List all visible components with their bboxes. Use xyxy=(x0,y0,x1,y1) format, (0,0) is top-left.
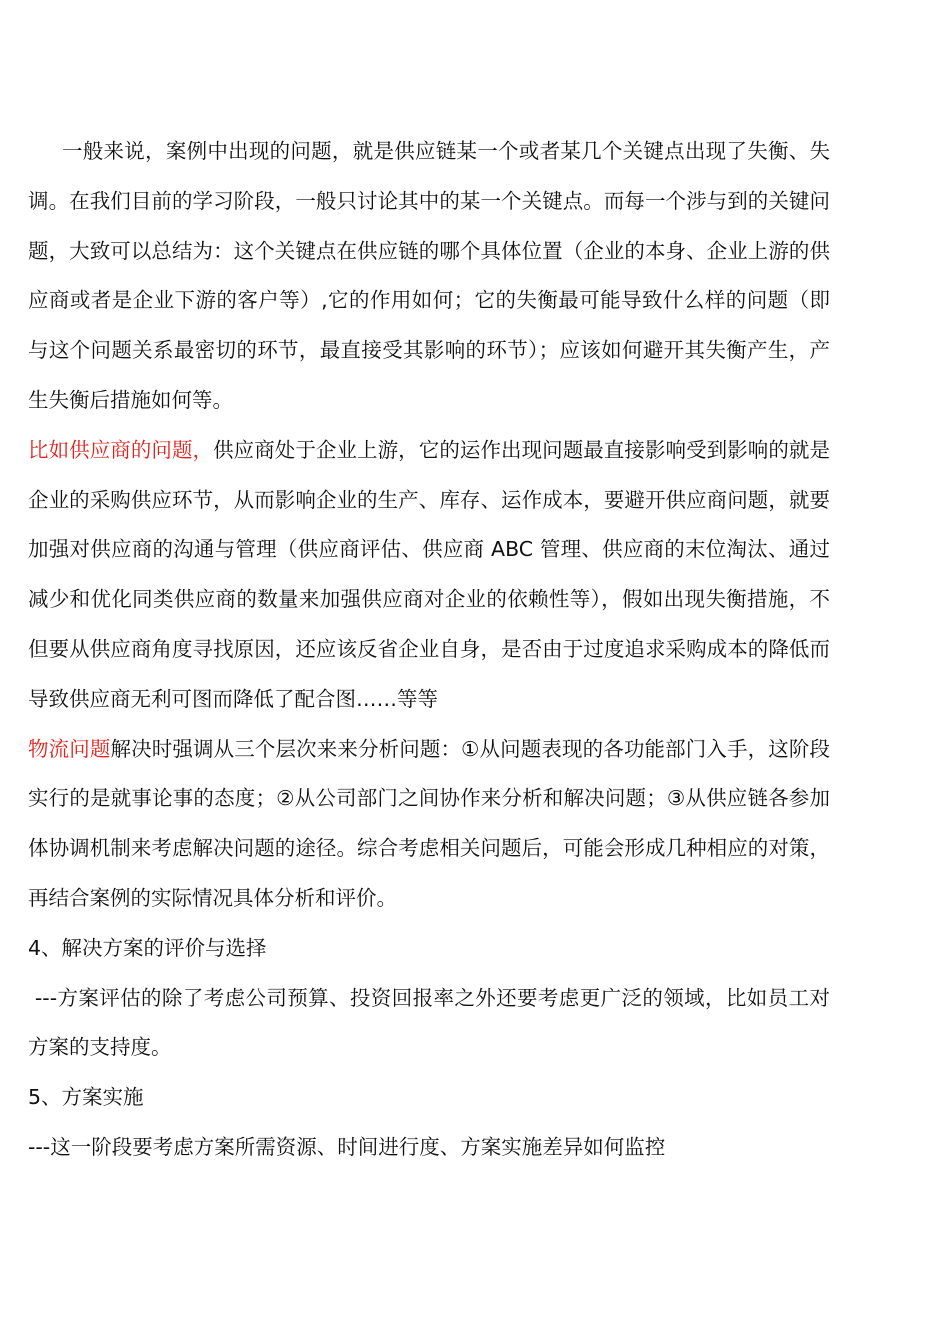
paragraph-supplier-problem xyxy=(28,426,830,725)
supplier-problem-text: 供应商处于企业上游，它的运作出现问题最直接影响受到影响的就是企业的采购供应环节，从而影响企业的生产、库存、运作成本，要避开供应商问题，就要加强对供应商的沟通与管理（供应商评估、供应商 ABC 管理、供应商的末位淘汰、通过减少和优化同类供应商的数量来加强供应商对企业的依赖性等），假如出现失衡措施，不但要从供应商角度寻找原因，还应该反省企业自身，是否由于过度追求采购成本的降低而导致供应商无利可图而降低了配合图……等等 xyxy=(28,437,830,711)
paragraph-logistics-problem xyxy=(28,725,830,924)
highlight-logistics-problem: 物流问题 xyxy=(28,736,111,761)
section-heading-implementation: 5、方案实施 xyxy=(28,1085,144,1110)
highlight-supplier-problem: 比如供应商的问题， xyxy=(28,437,214,462)
section-heading-evaluation: 4、解决方案的评价与选择 xyxy=(28,935,267,960)
logistics-problem-text: 解决时强调从三个层次来来分析问题：①从问题表现的各功能部门入手，这阶段实行的是就事论事的态度；②从公司部门之间协作来分析和解决问题；③从供应链各参加体协调机制来考虑解决问题的途径。综合考虑相关问题后，可能会形成几种相应的对策，再结合案例的实际情况具体分析和评价。 xyxy=(28,736,830,910)
paragraph-evaluation: ---方案评估的除了考虑公司预算、投资回报率之外还要考虑更广泛的领域，比如员工对方案的支持度。 xyxy=(28,985,830,1060)
paragraph-implementation: ---这一阶段要考虑方案所需资源、时间进行度、方案实施差异如何监控 xyxy=(28,1134,666,1159)
paragraph-problem-overview: 一般来说，案例中出现的问题，就是供应链某一个或者某几个关键点出现了失衡、失调。在我们目前的学习阶段，一般只讨论其中的某一个关键点。而每一个涉与到的关键问题，大致可以总结为：这个关键点在供应链的哪个具体位置（企业的本身、企业上游的供应商或者是企业下游的客户等）,它的作用如何；它的失衡最可能导致什么样的问题（即与这个问题关系最密切的环节，最直接受其影响的环节）；应该如何避开其失衡产生，产生失衡后措施如何等。 xyxy=(28,139,830,412)
